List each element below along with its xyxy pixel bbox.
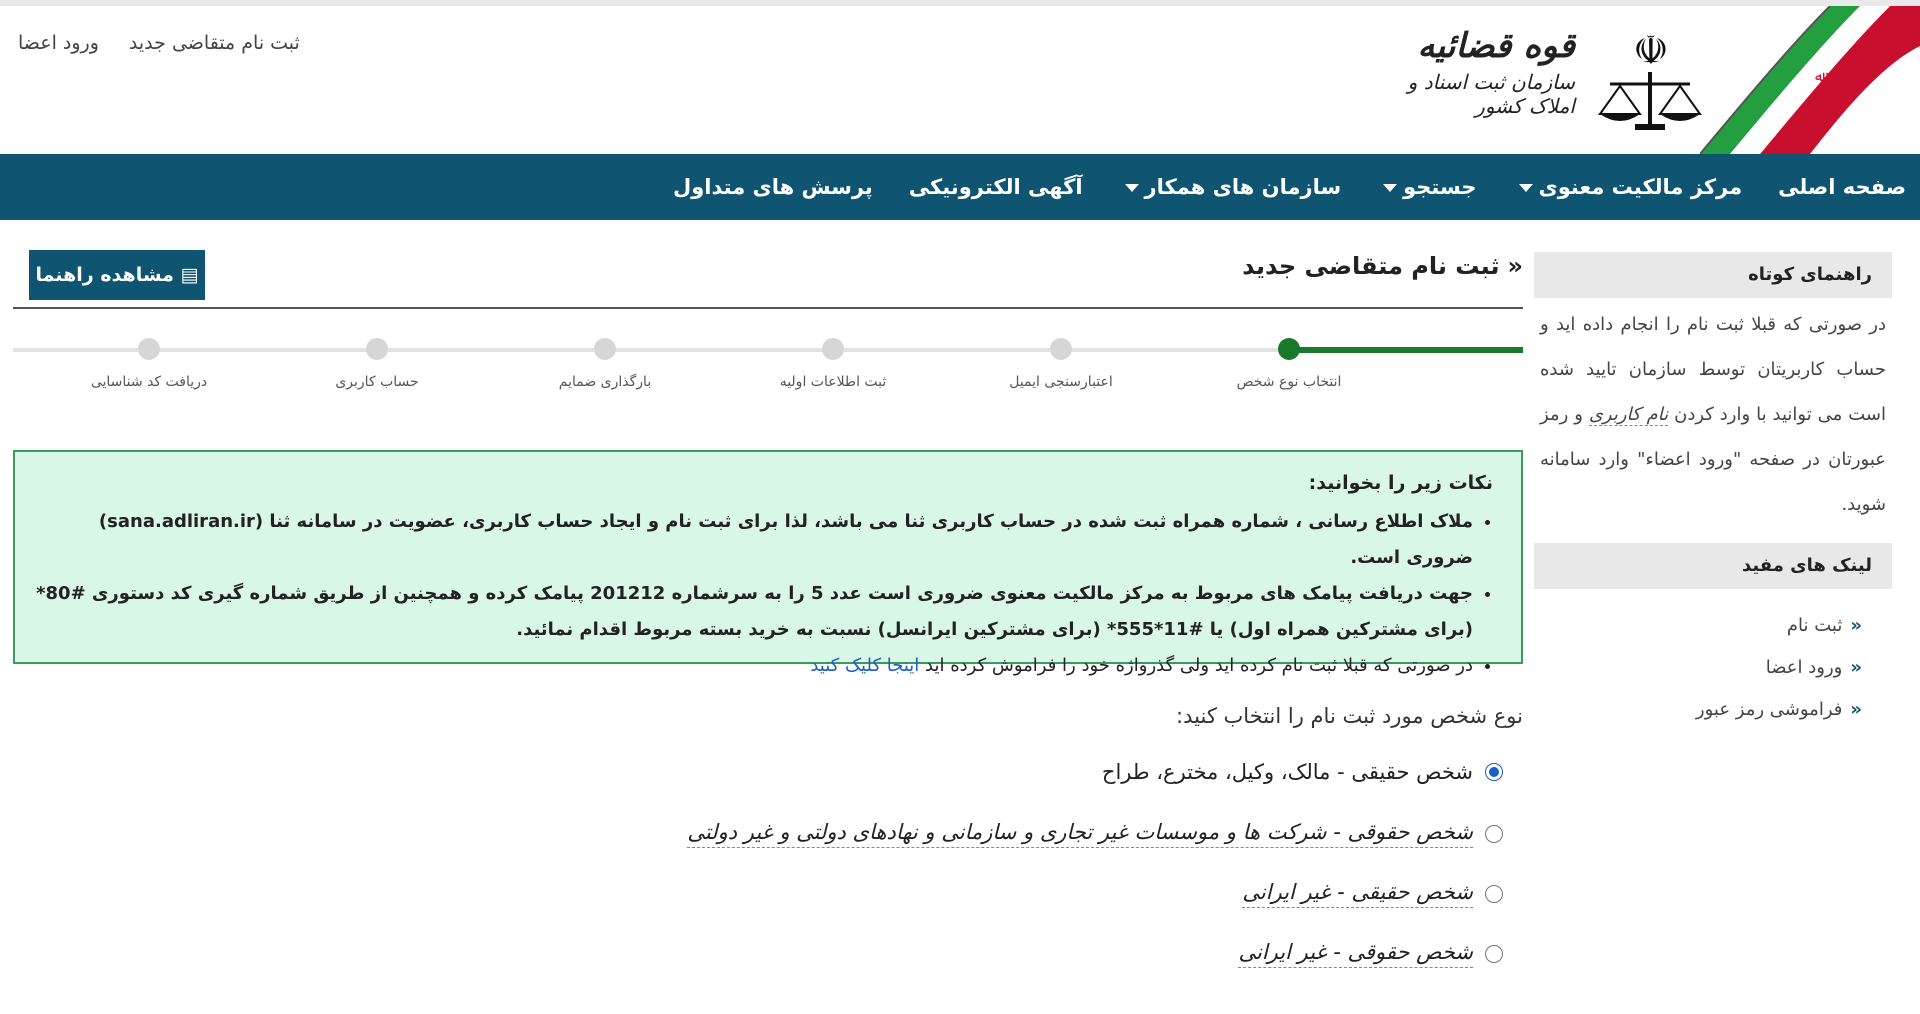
- svg-text:☫: ☫: [1633, 28, 1669, 74]
- nav-home[interactable]: صفحه اصلی: [1778, 175, 1906, 199]
- nav-search[interactable]: جستجو: [1377, 175, 1476, 199]
- caret-down-icon: [1383, 184, 1397, 192]
- org-title-main: قوه قضائیه: [1417, 26, 1575, 66]
- step-dot[interactable]: [1050, 338, 1072, 360]
- person-type-label: نوع شخص مورد ثبت نام را انتخاب کنید:: [1176, 704, 1523, 728]
- guide-heading: راهنمای کوتاه: [1534, 252, 1892, 298]
- step-dot-active[interactable]: [1278, 338, 1300, 360]
- double-chevron-icon: «: [1850, 699, 1862, 720]
- justice-emblem-icon: [1595, 24, 1705, 139]
- nav-faq[interactable]: پرسش های متداول: [673, 175, 873, 199]
- logo-area[interactable]: [1360, 6, 1920, 154]
- step-dot[interactable]: [138, 338, 160, 360]
- useful-links: [1534, 605, 1892, 731]
- page-title: «ثبت نام متقاضی جدید: [1242, 252, 1523, 280]
- double-chevron-icon: «: [1850, 657, 1862, 678]
- step-2: اعتبارسنجی ایمیل: [961, 338, 1161, 390]
- link-register[interactable]: «ثبت نام: [1786, 615, 1862, 636]
- useful-links-heading: لینک های مفید: [1534, 543, 1892, 589]
- link-forgot-password[interactable]: «فراموشی رمز عبور: [1695, 699, 1862, 720]
- step-dot[interactable]: [366, 338, 388, 360]
- radio-button[interactable]: [1485, 945, 1503, 963]
- notice-title: نکات زیر را بخوانید:: [1308, 472, 1493, 494]
- option-real-person[interactable]: شخص حقیقی - مالک، وکیل، مخترع، طراح: [1102, 760, 1503, 784]
- view-guide-button[interactable]: ▤ مشاهده راهنما: [29, 250, 205, 300]
- step-6: دریافت کد شناسایی: [49, 338, 249, 390]
- forgot-password-link[interactable]: اینجا کلیک کنید: [810, 655, 920, 676]
- double-chevron-icon: «: [1850, 615, 1862, 636]
- step-4: بارگذاری ضمایم: [505, 338, 705, 390]
- title-divider: [13, 307, 1523, 309]
- caret-down-icon: [1125, 184, 1139, 192]
- radio-button[interactable]: [1485, 825, 1503, 843]
- main-content: [13, 252, 1523, 1012]
- radio-button[interactable]: [1485, 763, 1503, 781]
- iran-flag-icon: [1700, 6, 1920, 154]
- step-dot[interactable]: [594, 338, 616, 360]
- site-header: [0, 6, 1920, 154]
- org-title-sub: سازمان ثبت اسناد و املاک کشور: [1407, 70, 1575, 118]
- nav-partners[interactable]: سازمان های همکار: [1119, 175, 1342, 199]
- notice-item: • در صورتی که قبلا ثبت نام کرده اید ولی گذرواژه خود را فراموش کرده اید اینجا کلیک کنید: [33, 648, 1473, 684]
- notice-item: • جهت دریافت پیامک های مربوط به مرکز مالکیت معنوی ضروری است عدد 5 را به سرشماره 201212 پیامک کرده و همچنین از طریق شماره گیری کد دستوری #80* (برای مشترکین همراه اول) یا #11*555* (برای مشترکین ایرانسل) نسبت به خرید بسته مربوط اقدام نمائید.: [33, 576, 1473, 648]
- top-links: [18, 32, 300, 54]
- register-link[interactable]: ثبت نام متقاضی جدید: [128, 32, 300, 54]
- username-term: نام کاربری: [1588, 404, 1669, 425]
- option-foreign-legal-person[interactable]: شخص حقوقی - غیر ایرانی: [1238, 940, 1503, 968]
- main-nav: [0, 154, 1920, 220]
- svg-text:ﷲ: ﷲ: [1815, 69, 1824, 85]
- notice-box: [13, 450, 1523, 676]
- step-1: انتخاب نوع شخص: [1189, 338, 1389, 390]
- progress-steps: [13, 338, 1523, 388]
- notice-list: [33, 504, 1493, 684]
- caret-down-icon: [1519, 184, 1533, 192]
- radio-button[interactable]: [1485, 885, 1503, 903]
- nav-ip-center[interactable]: مرکز مالکیت معنوی: [1513, 175, 1743, 199]
- nav-e-ads[interactable]: آگهی الکترونیکی: [908, 175, 1083, 199]
- option-foreign-real-person[interactable]: شخص حقیقی - غیر ایرانی: [1242, 880, 1503, 908]
- book-icon: ▤: [173, 264, 199, 286]
- org-title: [1360, 26, 1575, 118]
- step-dot[interactable]: [822, 338, 844, 360]
- step-3: ثبت اطلاعات اولیه: [733, 338, 933, 390]
- option-legal-person[interactable]: شخص حقوقی - شرکت ها و موسسات غیر تجاری و سازمانی و نهادهای دولتی و غیر دولتی: [687, 820, 1503, 848]
- notice-item: • ملاک اطلاع رسانی ، شماره همراه ثبت شده در حساب کاربری ثنا می باشد، لذا برای ثبت نام و ایجاد حساب کاربری، عضویت در سامانه ثنا (sana.adliran.ir) ضروری است.: [33, 504, 1473, 576]
- link-login[interactable]: «ورود اعضا: [1765, 657, 1862, 678]
- step-5: حساب کاربری: [277, 338, 477, 390]
- login-link[interactable]: ورود اعضا: [18, 32, 99, 54]
- guide-text: در صورتی که قبلا ثبت نام را انجام داده اید و حساب کاربریتان توسط سازمان تایید شده است می توانید با وارد کردن نام کاربری و رمز عبورتان در صفحه "ورود اعضاء" وارد سامانه شوید.: [1540, 314, 1886, 515]
- sidebar: [1534, 252, 1892, 731]
- double-chevron-icon: «: [1507, 252, 1523, 280]
